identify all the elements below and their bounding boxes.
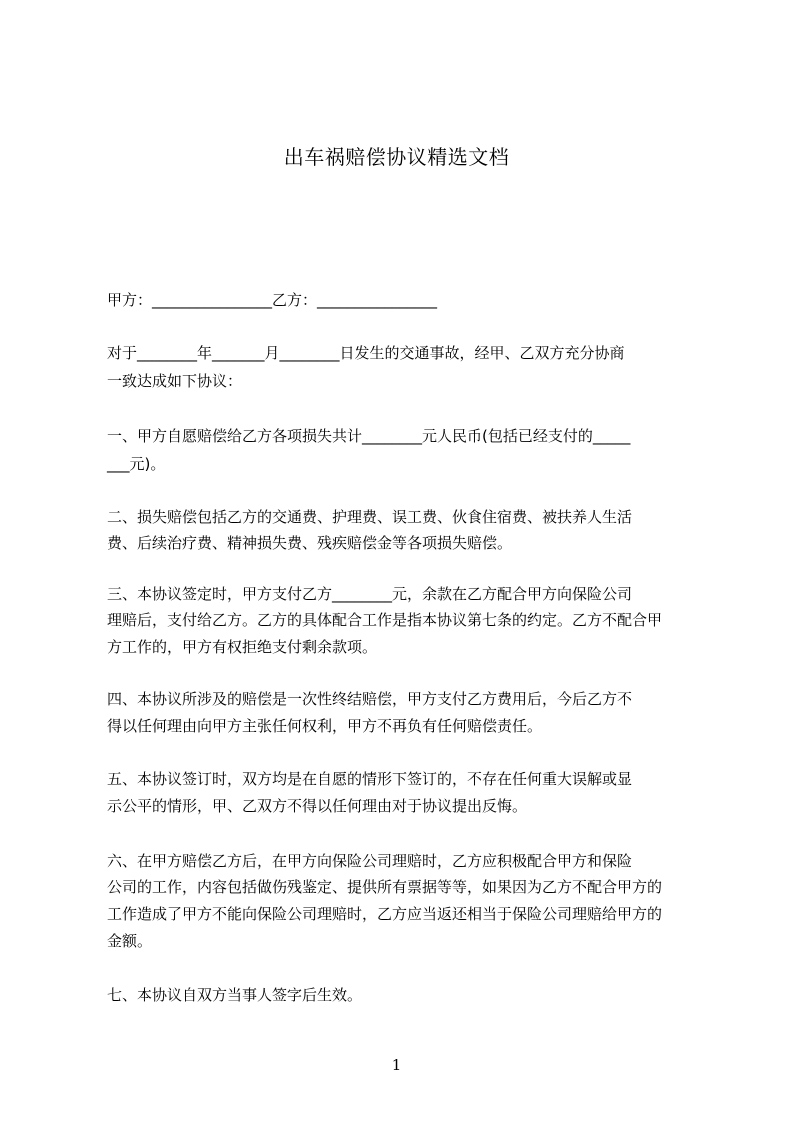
- clause-3-line-3: 方工作的，甲方有权拒绝支付剩余款项。: [107, 638, 378, 656]
- clause-1-line-2: ___元)。: [107, 455, 166, 473]
- clause-3-line-2: 理赔后，支付给乙方。乙方的具体配合工作是指本协议第七条的约定。乙方不配合甲: [107, 611, 663, 629]
- document-title: 出车祸赔偿协议精选文档: [283, 145, 510, 169]
- clause-5-line-2: 示公平的情形，甲、乙双方不得以任何理由对于协议提出反悔。: [107, 797, 528, 815]
- clause-2-line-2: 费、后续治疗费、精神损失费、残疾赔偿金等各项损失赔偿。: [107, 534, 513, 552]
- clause-7-line-1: 七、本协议自双方当事人签字后生效。: [107, 986, 363, 1004]
- clause-4-line-2: 得以任何理由向甲方主张任何权利，甲方不再负有任何赔偿责任。: [107, 717, 543, 735]
- clause-6-line-3: 工作造成了甲方不能向保险公司理赔时，乙方应当返还相当于保险公司理赔给甲方的: [107, 905, 663, 923]
- clause-4-line-1: 四、本协议所涉及的赔偿是一次性终结赔偿，甲方支付乙方费用后，今后乙方不: [107, 690, 633, 708]
- clause-2-line-1: 二、损失赔偿包括乙方的交通费、护理费、误工费、伙食住宿费、被扶养人生活: [107, 508, 633, 526]
- clause-6-line-1: 六、在甲方赔偿乙方后，在甲方向保险公司理赔时，乙方应积极配合甲方和保险: [107, 852, 633, 870]
- clause-1-line-1: 一、甲方自愿赔偿给乙方各项损失共计________元人民币(包括已经支付的_____: [107, 427, 631, 445]
- clause-3-line-1: 三、本协议签定时，甲方支付乙方________元，余款在乙方配合甲方向保险公司: [107, 585, 633, 603]
- intro-line-1: 对于________年_______月________日发生的交通事故，经甲、乙双方充分协商: [107, 344, 625, 362]
- party-line: 甲方：________________乙方：________________: [107, 291, 438, 309]
- clause-6-line-2: 公司的工作，内容包括做伤残鉴定、提供所有票据等等，如果因为乙方不配合甲方的: [107, 878, 663, 896]
- clause-5-line-1: 五、本协议签订时，双方均是在自愿的情形下签订的，不存在任何重大误解或显: [107, 770, 633, 788]
- intro-line-2: 一致达成如下协议：: [107, 372, 243, 390]
- clause-6-line-4: 金额。: [107, 932, 153, 950]
- page-number: 1: [391, 1056, 402, 1074]
